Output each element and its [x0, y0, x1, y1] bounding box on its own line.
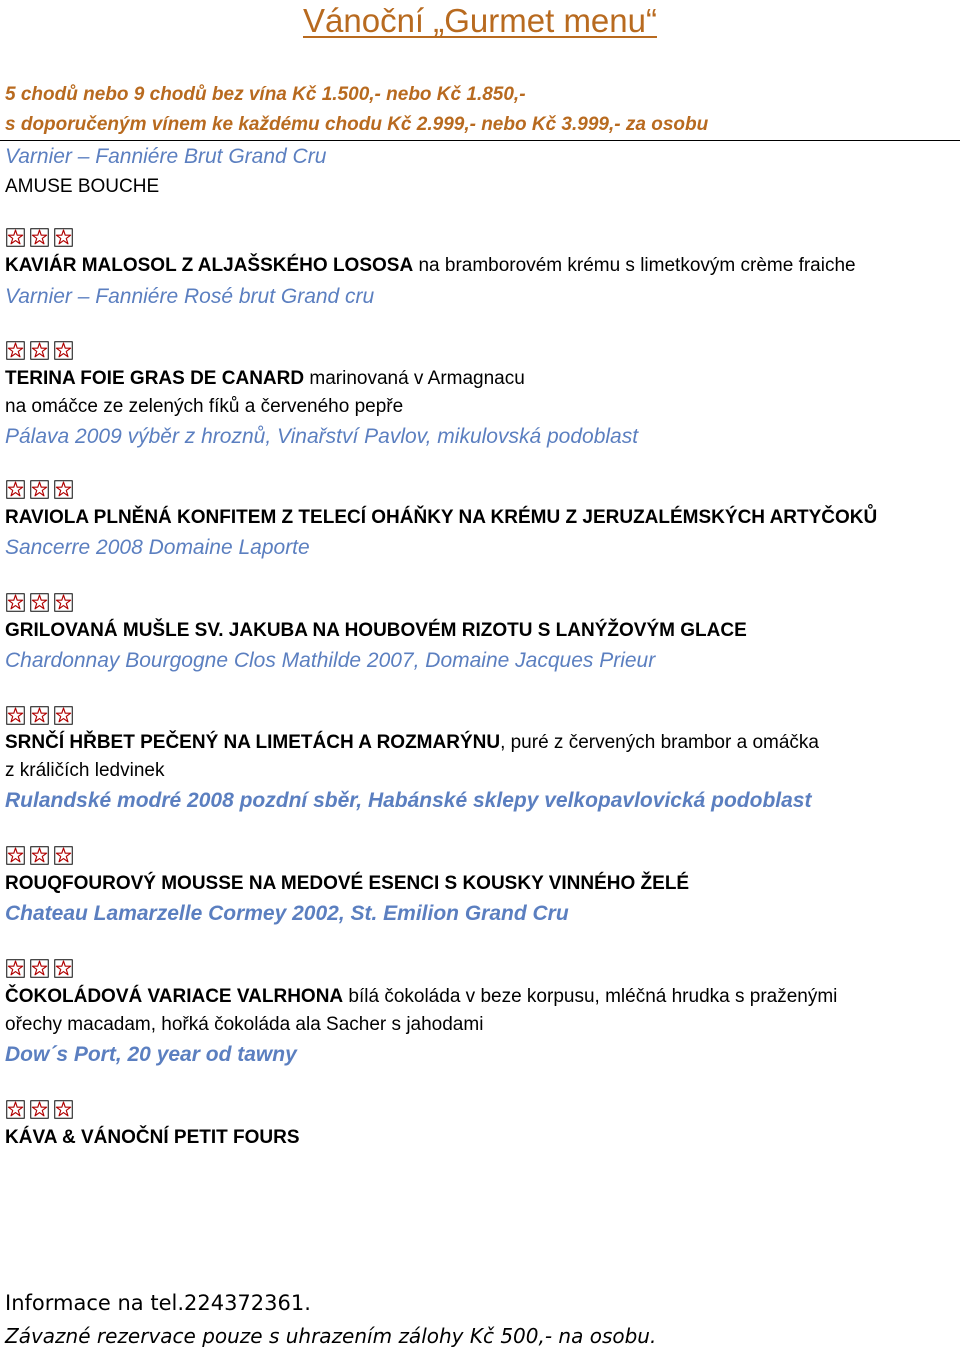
- final-course-name: KÁVA & VÁNOČNÍ PETIT FOURS: [5, 1127, 300, 1148]
- contact-info: Informace na tel.224372361.: [5, 1291, 311, 1315]
- three-stars-icon: [6, 846, 73, 865]
- star-icon: [54, 846, 73, 865]
- course-2-dish-desc: marinovaná v Armagnacu: [304, 368, 525, 389]
- course-4-dish-name: GRILOVANÁ MUŠLE SV. JAKUBA NA HOUBOVÉM RIZOTU S LANÝŽOVÝM GLACE: [5, 620, 747, 641]
- course-1-dish-desc: na bramborovém krému s limetkovým crème fraiche: [413, 255, 856, 276]
- star-icon: [30, 846, 49, 865]
- three-stars-icon: [6, 228, 73, 247]
- star-icon: [30, 959, 49, 978]
- star-icon: [54, 959, 73, 978]
- course-7-dish-line2: ořechy macadam, hořká čokoláda ala Sacher s jahodami: [5, 1014, 484, 1035]
- star-icon: [6, 959, 25, 978]
- course-2-dish: [5, 368, 525, 390]
- star-icon: [6, 480, 25, 499]
- course-3-wine: Sancerre 2008 Domaine Laporte: [5, 536, 310, 559]
- three-stars-icon: [6, 959, 73, 978]
- final-course: [5, 1127, 300, 1149]
- star-icon: [6, 706, 25, 725]
- star-icon: [6, 228, 25, 247]
- divider-line: [0, 140, 960, 141]
- course-6-wine: Chateau Lamarzelle Cormey 2002, St. Emilion Grand Cru: [5, 902, 569, 925]
- course-2-dish-line2: na omáčce ze zelených fíků a červeného pepře: [5, 396, 404, 417]
- course-6-dish-name: ROUQFOUROVÝ MOUSSE NA MEDOVÉ ESENCI S KOUSKY VINNÉHO ŽELÉ: [5, 873, 690, 894]
- star-icon: [30, 1100, 49, 1119]
- reservation-note: Závazné rezervace pouze s uhrazením zálohy Kč 500,- na osobu.: [5, 1324, 657, 1348]
- star-icon: [54, 1100, 73, 1119]
- course-7-dish-name: ČOKOLÁDOVÁ VARIACE VALRHONA: [5, 986, 344, 1007]
- three-stars-icon: [6, 341, 73, 360]
- page-title: Vánoční „Gurmet menu“: [303, 2, 657, 39]
- course-4-wine: Chardonnay Bourgogne Clos Mathilde 2007, Domaine Jacques Prieur: [5, 649, 656, 672]
- course-5-dish-desc: , puré z červených brambor a omáčka: [500, 732, 819, 753]
- star-icon: [30, 593, 49, 612]
- three-stars-icon: [6, 593, 73, 612]
- three-stars-icon: [6, 480, 73, 499]
- star-icon: [6, 341, 25, 360]
- star-icon: [30, 480, 49, 499]
- star-icon: [54, 341, 73, 360]
- course-3-dish-name: RAVIOLA PLNĚNÁ KONFITEM Z TELECÍ OHÁŇKY NA KRÉMU Z JERUZALÉMSKÝCH ARTYČOKŮ: [5, 507, 878, 528]
- course-4-dish: [5, 620, 747, 642]
- course-6-dish: [5, 873, 689, 895]
- star-icon: [30, 341, 49, 360]
- star-icon: [30, 228, 49, 247]
- course-2-dish-name: TERINA FOIE GRAS DE CANARD: [5, 368, 305, 389]
- course-2-wine: Pálava 2009 výběr z hroznů, Vinařství Pavlov, mikulovská podoblast: [5, 425, 639, 448]
- three-stars-icon: [6, 706, 73, 725]
- course-5-dish-name: SRNČÍ HŘBET PEČENÝ NA LIMETÁCH A ROZMARÝNU: [5, 732, 501, 753]
- course-7-wine: Dow´s Port, 20 year od tawny: [5, 1043, 297, 1066]
- star-icon: [54, 228, 73, 247]
- course-1-wine: Varnier – Fanniére Rosé brut Grand cru: [5, 285, 375, 308]
- course-5-dish-line2: z králičích ledvinek: [5, 760, 165, 781]
- course-3-dish: [5, 507, 877, 529]
- course-5-dish: [5, 732, 819, 754]
- star-icon: [54, 593, 73, 612]
- course-7-dish: [5, 986, 837, 1008]
- star-icon: [54, 706, 73, 725]
- price-line-1: 5 chodů nebo 9 chodů bez vína Kč 1.500,- nebo Kč 1.850,-: [5, 84, 526, 105]
- star-icon: [30, 706, 49, 725]
- course-1-dish-name: KAVIÁR MALOSOL Z ALJAŠSKÉHO LOSOSA: [5, 255, 414, 276]
- price-line-2: s doporučeným vínem ke každému chodu Kč 2.999,- nebo Kč 3.999,- za osobu: [5, 114, 709, 135]
- star-icon: [6, 846, 25, 865]
- aperitif-wine: Varnier – Fanniére Brut Grand Cru: [5, 145, 327, 168]
- course-1-dish: [5, 255, 856, 277]
- course-7-dish-desc: bílá čokoláda v beze korpusu, mléčná hrudka s praženými: [343, 986, 838, 1007]
- aperitif-dish: AMUSE BOUCHE: [5, 176, 160, 197]
- star-icon: [6, 1100, 25, 1119]
- star-icon: [6, 593, 25, 612]
- three-stars-icon: [6, 1100, 73, 1119]
- course-5-wine: Rulandské modré 2008 pozdní sběr, Habánské sklepy velkopavlovická podoblast: [5, 789, 812, 812]
- star-icon: [54, 480, 73, 499]
